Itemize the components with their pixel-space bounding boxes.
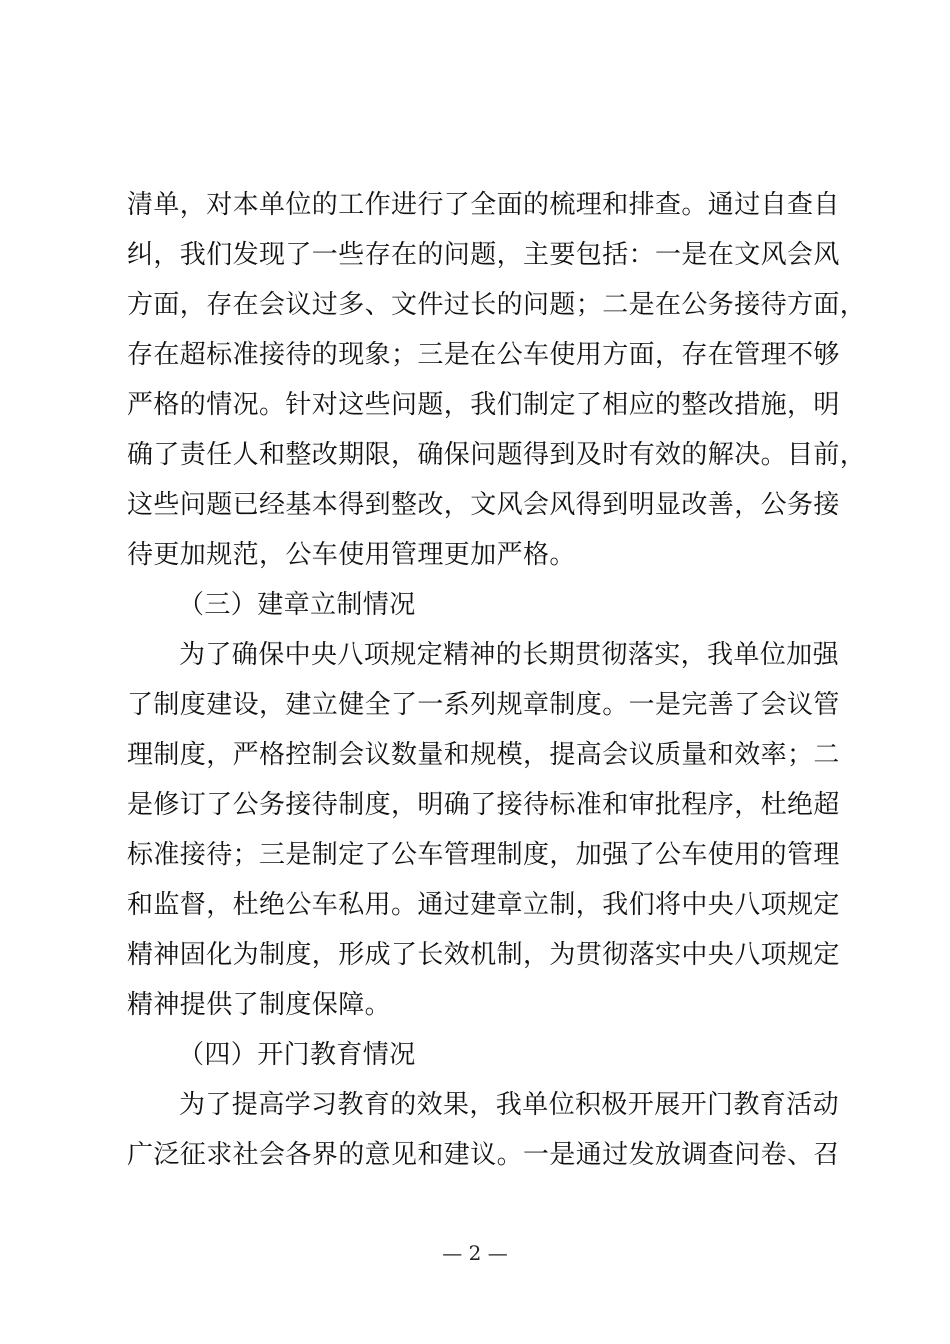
body-text-line: 精神提供了制度保障。 bbox=[127, 990, 392, 1020]
body-text-line: 严格的情况。针对这些问题，我们制定了相应的整改措施，明 bbox=[127, 390, 840, 420]
paragraph-first-line: 为了确保中央八项规定精神的长期贯彻落实，我单位加强 bbox=[179, 640, 840, 670]
body-text-line: 方面，存在会议过多、文件过长的问题；二是在公务接待方面， bbox=[127, 290, 867, 320]
body-text-line: 理制度，严格控制会议数量和规模，提高会议质量和效率；二 bbox=[127, 740, 840, 770]
section-heading: （三）建章立制情况 bbox=[178, 590, 416, 620]
paragraph-first-line: 为了提高学习教育的效果，我单位积极开展开门教育活动 bbox=[179, 1090, 840, 1120]
body-text-line: 标准接待；三是制定了公车管理制度，加强了公车使用的管理 bbox=[127, 840, 840, 870]
body-text-line: 是修订了公务接待制度，明确了接待标准和审批程序，杜绝超 bbox=[127, 790, 840, 820]
body-text-line: 和监督，杜绝公车私用。通过建章立制，我们将中央八项规定 bbox=[127, 890, 840, 920]
body-text-line: 待更加规范，公车使用管理更加严格。 bbox=[127, 540, 576, 570]
body-text-line: 广泛征求社会各界的意见和建议。一是通过发放调查问卷、召 bbox=[127, 1140, 840, 1170]
body-text-line: 了制度建设，建立健全了一系列规章制度。一是完善了会议管 bbox=[127, 690, 840, 720]
section-heading: （四）开门教育情况 bbox=[178, 1040, 416, 1070]
page-number: — 2 — bbox=[442, 1241, 508, 1265]
body-text-line: 精神固化为制度，形成了长效机制，为贯彻落实中央八项规定 bbox=[127, 940, 840, 970]
body-text-line: 这些问题已经基本得到整改，文风会风得到明显改善，公务接 bbox=[127, 490, 840, 520]
body-text-line: 纠，我们发现了一些存在的问题，主要包括：一是在文风会风 bbox=[127, 240, 840, 270]
body-text-line: 存在超标准接待的现象；三是在公车使用方面，存在管理不够 bbox=[127, 340, 840, 370]
body-text-line: 清单，对本单位的工作进行了全面的梳理和排查。通过自查自 bbox=[127, 190, 840, 220]
body-text-line: 确了责任人和整改期限，确保问题得到及时有效的解决。目前， bbox=[127, 440, 867, 470]
